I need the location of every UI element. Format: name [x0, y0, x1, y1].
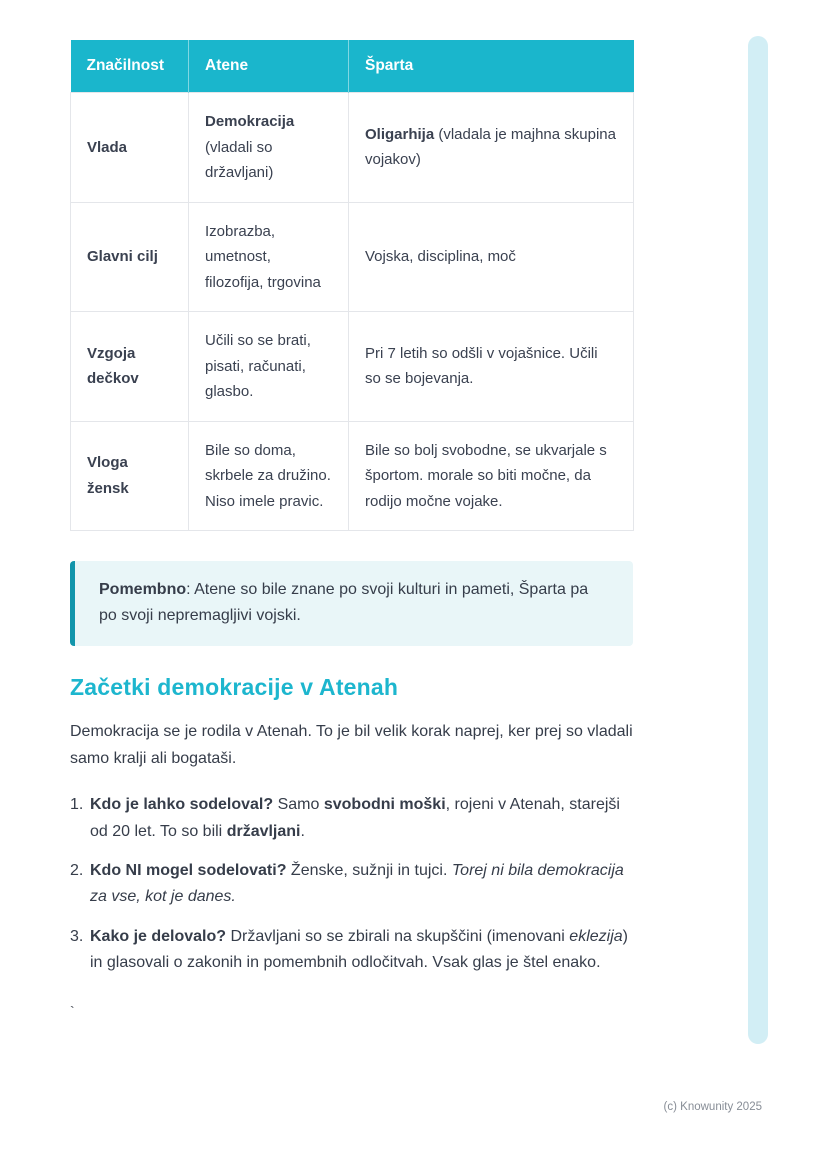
cell-sparta	[349, 312, 634, 422]
row-label: Vzgoja dečkov	[71, 312, 189, 422]
table-row	[71, 312, 634, 422]
numbered-list	[70, 792, 633, 976]
row-label: Glavni cilj	[71, 202, 189, 312]
list-item	[70, 924, 633, 977]
cell-text: Bile so doma, skrbele za družino. Niso imele pravic.	[205, 441, 331, 510]
cell-text: Bile so bolj svobodne, se ukvarjale s športom. morale so biti močne, da rodijo močne vojake.	[365, 441, 607, 510]
intro-paragraph: Demokracija se je rodila v Atenah. To je bil velik korak naprej, ker prej so vladali samo kralji ali bogataši.	[70, 722, 633, 767]
italic-segment: eklezija	[569, 927, 623, 945]
section-heading: Začetki demokracije v Atenah	[70, 673, 399, 700]
document-content	[70, 40, 633, 1019]
list-item	[70, 792, 633, 845]
cell-sparta	[349, 421, 634, 531]
table-header-sparta: Šparta	[349, 40, 634, 93]
cell-text: (vladali so državljani)	[205, 138, 274, 181]
text-segment: , rojeni v Atenah, starejši od 20 let. To so bili	[90, 796, 620, 840]
table-row	[71, 93, 634, 203]
list-item-text	[90, 858, 633, 911]
cell-text: Učili so se brati, pisati, računati, glasbo.	[205, 332, 311, 400]
table-header-znacilnost: Značilnost	[71, 40, 189, 93]
cell-atene	[189, 312, 349, 422]
callout-label: Pomembno	[99, 581, 187, 598]
question-bold: Kako je delovalo?	[90, 927, 227, 945]
cell-text: Vojska, disciplina, moč	[365, 248, 516, 265]
cell-text: Pri 7 letih so odšli v vojašnice. Učili so se bojevanja.	[365, 344, 598, 388]
cell-text: (vladala je majhna skupina vojakov)	[365, 125, 616, 169]
footer-copyright: (c) Knowunity 2025	[663, 1101, 762, 1113]
table-header-atene: Atene	[189, 40, 349, 93]
text-segment: Ženske, sužnji in tujci.	[286, 861, 452, 879]
list-item-number: 1.	[70, 796, 84, 814]
list-item-text	[90, 792, 633, 845]
cell-bold-text: Demokracija	[205, 113, 295, 130]
callout-text: : Atene so bile znane po svoji kulturi in pameti, Šparta pa po svoji nepremagljivi vojski.	[99, 581, 589, 625]
text-segment: Samo	[273, 796, 324, 814]
bold-segment: svobodni moški	[323, 796, 446, 814]
important-callout	[70, 561, 633, 646]
cell-sparta	[349, 202, 634, 312]
stray-backtick: `	[70, 1002, 75, 1019]
italic-segment: Torej ni bila demokracija za vse, kot je danes.	[90, 861, 624, 906]
question-bold: Kdo NI mogel sodelovati?	[90, 861, 287, 879]
page-scrollbar[interactable]	[748, 36, 768, 1044]
cell-atene	[189, 202, 349, 312]
list-item-number: 3.	[70, 927, 84, 945]
table-header-row	[71, 40, 634, 93]
question-bold: Kdo je lahko sodeloval?	[90, 796, 274, 814]
bold-segment: državljani	[226, 822, 301, 840]
text-segment: Državljani so se zbirali na skupščini (imenovani	[226, 927, 570, 945]
row-label: Vloga žensk	[71, 421, 189, 531]
list-item-text	[90, 924, 633, 977]
text-segment: ) in glasovali o zakonih in pomembnih odločitvah. Vsak glas je štel enako.	[90, 927, 628, 972]
text-segment: .	[300, 822, 305, 840]
table-row	[71, 202, 634, 312]
cell-atene	[189, 421, 349, 531]
list-item-number: 2.	[70, 861, 84, 879]
comparison-table	[70, 40, 634, 531]
cell-atene	[189, 93, 349, 203]
list-item	[70, 858, 633, 911]
cell-text: Izobrazba, umetnost, filozofija, trgovina	[205, 222, 321, 291]
table-row	[71, 421, 634, 531]
row-label: Vlada	[71, 93, 189, 203]
cell-bold-text: Oligarhija	[365, 125, 435, 143]
cell-sparta	[349, 93, 634, 203]
